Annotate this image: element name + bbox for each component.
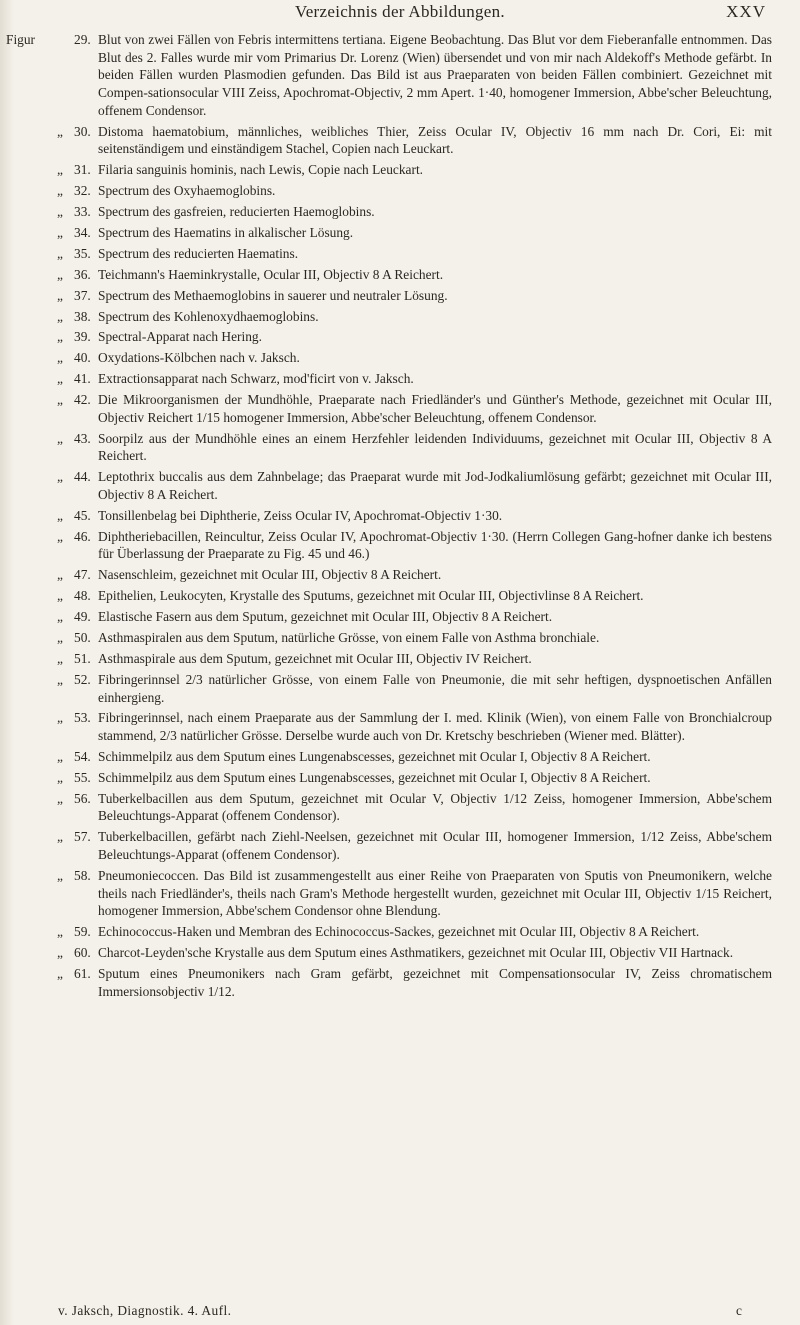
figure-caption: Sputum eines Pneumonikers nach Gram gefärbt, gezeichnet mit Compensationsocular IV, Zeiss chromatischem Immersionsobjectiv 1/12.: [98, 966, 772, 999]
figure-number: 57.: [74, 829, 91, 845]
ditto-mark: „: [57, 749, 63, 764]
figure-caption: Filaria sanguinis hominis, nach Lewis, Copie nach Leuckart.: [98, 162, 424, 178]
figure-entry: [0, 308, 800, 326]
figure-number: 54.: [74, 749, 91, 764]
figure-number: 55.: [74, 769, 91, 785]
figure-entry: [0, 923, 800, 941]
figure-number: 56.: [74, 790, 91, 806]
figure-entry: [0, 468, 800, 503]
figure-caption: Tonsillenbelag bei Diphtherie, Zeiss Ocular IV, Apochromat-Objectiv 1·30.: [98, 507, 503, 523]
ditto-mark: „: [57, 162, 63, 178]
figure-caption: Tuberkelbacillen, gefärbt nach Ziehl-Neelsen, gezeichnet mit Ocular III, homogener Immersion, 1/12 Zeiss, Abbe'schem Beleuchtungs-Apparat (offenem Condensor).: [98, 829, 772, 863]
ditto-mark: „: [57, 123, 63, 139]
figure-caption: Die Mikroorganismen der Mundhöhle, Praeparate nach Friedländer's und Günther's Methode, gezeichnet mit Ocular III, Objectiv Reichert 1/15 homogener Immersion, Abbe'scher Beleuchtung, offenem Condensor.: [98, 392, 772, 425]
figure-entry: [0, 790, 800, 825]
figure-entry: [0, 709, 800, 744]
figure-caption: Elastische Fasern aus dem Sputum, gezeichnet mit Ocular III, Objectiv 8 A Reichert.: [98, 609, 553, 625]
ditto-mark: „: [57, 588, 63, 604]
figure-number: 39.: [74, 329, 91, 345]
ditto-mark: „: [57, 567, 63, 583]
page-header: [0, 2, 800, 26]
figure-entry: [0, 587, 800, 605]
figure-caption: Spectrum des reducierten Haematins.: [98, 245, 299, 261]
ditto-mark: „: [57, 769, 63, 785]
figure-caption: Fibringerinnsel, nach einem Praeparate aus der Sammlung der I. med. Klinik (Wien), von einem Falle von Bronchialcroup stammend, 2/3 natürlicher Grösse. Derselbe wurde auch von Dr. Kretschy beschrieben (Wiener med. Blätter).: [98, 710, 772, 744]
figure-entry: [0, 224, 800, 242]
figure-number: 36.: [74, 266, 91, 282]
figure-number: 42.: [74, 392, 91, 408]
ditto-mark: „: [57, 945, 63, 961]
figure-entry: [0, 867, 800, 920]
page-number: XXV: [726, 2, 766, 21]
figure-caption: Schimmelpilz aus dem Sputum eines Lungenabscesses, gezeichnet mit Ocular I, Objectiv 8 A Reichert.: [98, 749, 651, 764]
ditto-mark: „: [57, 710, 63, 726]
figure-caption: Extractionsapparat nach Schwarz, mod'ficirt von v. Jaksch.: [98, 371, 414, 387]
ditto-mark: „: [57, 966, 63, 982]
ditto-mark: „: [57, 924, 63, 940]
ditto-mark: „: [57, 469, 63, 485]
ditto-mark: „: [57, 224, 63, 240]
figure-entry: [0, 748, 800, 766]
ditto-mark: „: [57, 790, 63, 806]
footer-signature: v. Jaksch, Diagnostik. 4. Aufl.: [58, 1303, 232, 1318]
figure-entry: [0, 182, 800, 200]
figure-entry: [0, 266, 800, 284]
figure-caption: Charcot-Leyden'sche Krystalle aus dem Sputum eines Asthmatikers, gezeichnet mit Ocular III, Objectiv VII Hartnack.: [98, 945, 734, 961]
figure-label: Figur: [6, 32, 36, 47]
figure-entry: [0, 203, 800, 221]
footer-sheet-mark: c: [736, 1303, 742, 1318]
figure-entry: [0, 123, 800, 158]
ditto-mark: „: [57, 287, 63, 303]
ditto-mark: „: [57, 528, 63, 544]
figure-number: 47.: [74, 567, 91, 583]
figure-caption: Teichmann's Haeminkrystalle, Ocular III, Objectiv 8 A Reichert.: [98, 266, 444, 282]
figure-caption: Fibringerinnsel 2/3 natürlicher Grösse, von einem Falle von Pneumonie, die mit sehr heftigen, dyspnoetischen Anfällen einhergieng.: [98, 671, 772, 705]
figure-number: 33.: [74, 204, 91, 220]
figure-caption: Oxydations-Kölbchen nach v. Jaksch.: [98, 350, 300, 366]
ditto-mark: „: [57, 507, 63, 523]
figure-number: 53.: [74, 710, 91, 726]
figure-entry: [0, 161, 800, 179]
figure-entry: [0, 328, 800, 346]
figure-caption: Soorpilz aus der Mundhöhle eines an einem Herzfehler leidenden Individuums, gezeichnet mit Ocular III, Objectiv 8 A Reichert.: [98, 430, 772, 464]
figure-caption: Spectrum des Oxyhaemoglobins.: [98, 183, 276, 199]
figure-caption: Distoma haematobium, männliches, weibliches Thier, Zeiss Ocular IV, Objectiv 16 mm nach Dr. Cori, Ei: mit seitenständigem und einständigem Stachel, Copien nach Leuckart.: [98, 123, 772, 157]
figure-number: 37.: [74, 287, 91, 303]
figure-number: 45.: [74, 507, 91, 523]
figure-caption: Pneumoniecoccen. Das Bild ist zusammengestellt aus einer Reihe von Praeparaten von Sputis von Pneumonikern, welche theils nach Friedländer's, theils nach Gram's Methode hergestellt wurden, gezeichnet mit Ocular III, Objectiv 1/15 Reichert, homogener Immersion, Abbe'schem Condensor ohne Blendung.: [98, 867, 772, 919]
figure-number: 40.: [74, 350, 91, 366]
figure-number: 44.: [74, 469, 91, 485]
figure-number: 48.: [74, 588, 91, 604]
ditto-mark: „: [57, 609, 63, 625]
figure-number: 31.: [74, 162, 91, 178]
figure-entry: [0, 370, 800, 388]
figure-number: 58.: [74, 867, 91, 883]
figure-entry: [0, 965, 800, 1000]
figure-caption: Spectrum des Methaemoglobins in sauerer und neutraler Lösung.: [98, 287, 448, 303]
figure-caption: Asthmaspirale aus dem Sputum, gezeichnet mit Ocular III, Objectiv IV Reichert.: [98, 650, 532, 666]
figure-caption: Spectral-Apparat nach Hering.: [98, 329, 262, 345]
figure-number: 52.: [74, 671, 91, 687]
ditto-mark: „: [57, 392, 63, 408]
ditto-mark: „: [57, 266, 63, 282]
figure-number: 49.: [74, 609, 91, 625]
figure-caption: Spectrum des gasfreien, reducierten Haemoglobins.: [98, 204, 375, 220]
figure-number: 34.: [74, 224, 91, 240]
ditto-mark: „: [57, 650, 63, 666]
figure-entry: [0, 528, 800, 563]
figure-entry: [0, 944, 800, 962]
figure-caption: Schimmelpilz aus dem Sputum eines Lungenabscesses, gezeichnet mit Ocular I, Objectiv 8 A Reichert.: [98, 769, 651, 785]
ditto-mark: „: [57, 183, 63, 199]
figure-entry: [0, 608, 800, 626]
figure-caption: Asthmaspiralen aus dem Sputum, natürliche Grösse, von einem Falle von Asthma bronchiale.: [98, 630, 600, 646]
ditto-mark: „: [57, 329, 63, 345]
figure-caption: Nasenschleim, gezeichnet mit Ocular III, Objectiv 8 A Reichert.: [98, 567, 442, 583]
figure-entry: [0, 507, 800, 525]
ditto-mark: „: [57, 204, 63, 220]
figure-number: 59.: [74, 924, 91, 940]
figure-list: [0, 31, 800, 1004]
figure-number: 38.: [74, 308, 91, 324]
ditto-mark: „: [57, 430, 63, 446]
ditto-mark: „: [57, 371, 63, 387]
figure-number: 51.: [74, 650, 91, 666]
figure-caption: Tuberkelbacillen aus dem Sputum, gezeichnet mit Ocular V, Objectiv 1/12 Zeiss, homogener Immersion, Abbe'schem Beleuchtungs-Apparat (offenem Condensor).: [98, 790, 772, 824]
figure-caption: Echinococcus-Haken und Membran des Echinococcus-Sackes, gezeichnet mit Ocular III, Objectiv 8 A Reichert.: [98, 924, 700, 940]
figure-number: 29.: [74, 32, 91, 47]
ditto-mark: „: [57, 867, 63, 883]
figure-number: 35.: [74, 245, 91, 261]
figure-number: 50.: [74, 630, 91, 646]
figure-entry: [0, 650, 800, 668]
ditto-mark: „: [57, 245, 63, 261]
ditto-mark: „: [57, 630, 63, 646]
figure-entry: [0, 671, 800, 706]
page-footer: [58, 1303, 742, 1323]
figure-entry: [0, 391, 800, 426]
figure-number: 60.: [74, 945, 91, 961]
ditto-mark: „: [57, 350, 63, 366]
figure-entry: [0, 566, 800, 584]
figure-entry: [0, 245, 800, 263]
figure-entry: [0, 769, 800, 787]
page-title: Verzeichnis der Abbildungen.: [295, 2, 505, 21]
figure-caption: Spectrum des Kohlenoxydhaemoglobins.: [98, 308, 319, 324]
figure-number: 43.: [74, 430, 91, 446]
figure-number: 41.: [74, 371, 91, 387]
ditto-mark: „: [57, 671, 63, 687]
figure-caption: Diphtheriebacillen, Reincultur, Zeiss Ocular IV, Apochromat-Objectiv 1·30. (Herrn Collegen Gang-hofner danke ich bestens für Überlassung der Praeparate zu Fig. 45 und 46.): [98, 528, 772, 562]
figure-number: 61.: [74, 966, 91, 982]
ditto-mark: „: [57, 829, 63, 845]
figure-caption: Leptothrix buccalis aus dem Zahnbelage; das Praeparat wurde mit Jod-Jodkaliumlösung gefärbt; gezeichnet mit Ocular III, Objectiv 8 A Reichert.: [98, 469, 772, 502]
figure-entry: [0, 828, 800, 863]
figure-caption: Spectrum des Haematins in alkalischer Lösung.: [98, 224, 354, 240]
figure-number: 32.: [74, 183, 91, 199]
ditto-mark: „: [57, 308, 63, 324]
figure-entry: [0, 629, 800, 647]
figure-entry: [0, 349, 800, 367]
figure-number: 46.: [74, 528, 91, 544]
figure-caption: Blut von zwei Fällen von Febris intermittens tertiana. Eigene Beobachtung. Das Blut vor dem Fieberanfalle entnommen. Das Blut des 2. Falles wurde mir vom Primarius Dr. Lorenz (Wien) übersendet und von mir nach Aldekoff's Methode gefärbt. In beiden Fällen wurden Plasmodien gefunden. Das Bild ist aus Praeparaten von beiden Fällen combiniert. Gezeichnet mit Compen-sationsocular VIII Zeiss, Apochromat-Objectiv, 2 mm Apert. 1·40, homogener Immersion, Abbe'scher Beleuchtung, offenem Condensor.: [98, 32, 772, 118]
figure-number: 30.: [74, 123, 91, 139]
figure-entry: [0, 430, 800, 465]
figure-entry: [0, 31, 800, 120]
figure-entry: [0, 287, 800, 305]
figure-caption: Epithelien, Leukocyten, Krystalle des Sputums, gezeichnet mit Ocular III, Objectivlinse 8 A Reichert.: [98, 588, 644, 604]
